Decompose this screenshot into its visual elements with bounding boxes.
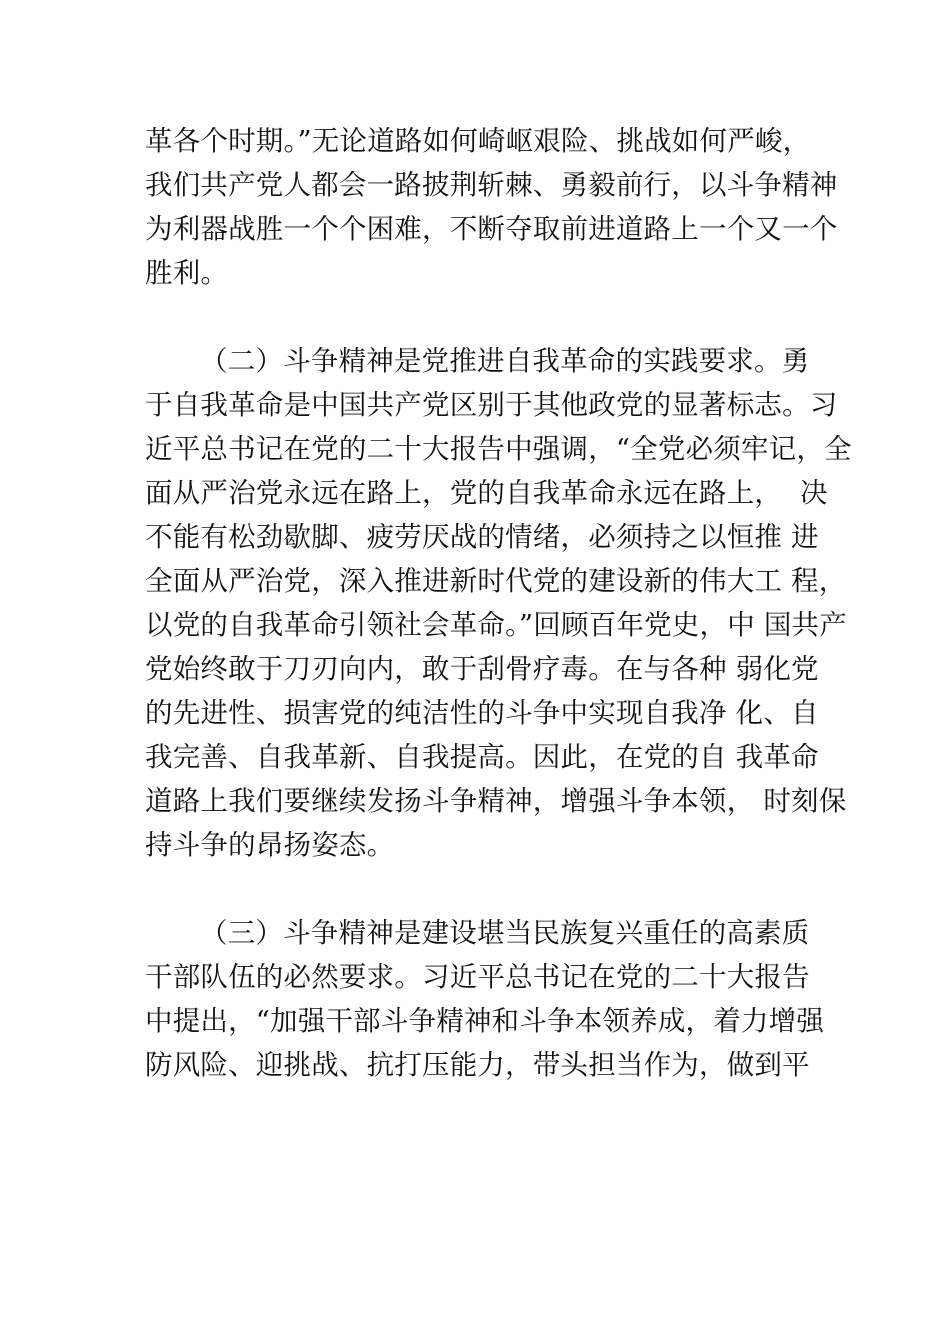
paragraph-3-line-1: （三）斗争精神是建设堪当民族复兴重任的高素质 (200, 917, 810, 949)
paragraph-2-line-11: 道路上我们要继续发扬斗争精神，增强斗争本领， 时刻保 (145, 785, 847, 817)
paragraph-2-line-7: 以党的自我革命引领社会革命。”回顾百年党史，中 国共产 (145, 609, 847, 641)
paragraph-2-line-1: （二）斗争精神是党推进自我革命的实践要求。勇 (200, 345, 810, 377)
paragraph-1-line-3: 为利器战胜一个个困难，不断夺取前进道路上一个又一个 (145, 213, 838, 245)
paragraph-2-line-8: 党始终敢于刀刃向内，敢于刮骨疗毒。在与各种 弱化党 (145, 653, 819, 685)
paragraph-2-line-2: 于自我革命是中国共产党区别于其他政党的显著标志。习 (145, 389, 838, 421)
paragraph-2-line-5: 不能有松劲歇脚、疲劳厌战的情绪，必须持之以恒推 进 (145, 521, 819, 553)
paragraph-3-line-4: 防风险、迎挑战、抗打压能力，带头担当作为，做到平 (145, 1049, 810, 1081)
paragraph-3-line-3: 中提出，“加强干部斗争精神和斗争本领养成，着力增强 (145, 1005, 825, 1037)
paragraph-3-line-2: 干部队伍的必然要求。习近平总书记在党的二十大报告 (145, 961, 810, 993)
paragraph-2-line-9: 的先进性、损害党的纯洁性的斗争中实现自我净 化、自 (145, 697, 819, 729)
paragraph-2-line-4: 面从严治党永远在路上，党的自我革命永远在路上， 决 (145, 477, 828, 509)
paragraph-2-line-6: 全面从严治党，深入推进新时代党的建设新的伟大工 程， (145, 565, 847, 597)
paragraph-2-line-10: 我完善、自我革新、自我提高。因此，在党的自 我革命 (145, 741, 819, 773)
paragraph-1-line-2: 我们共产党人都会一路披荆斩棘、勇毅前行，以斗争精神 (145, 169, 838, 201)
paragraph-1-line-1: 革各个时期。”无论道路如何崎岖艰险、挑战如何严峻， (145, 125, 811, 157)
paragraph-1-line-4: 胜利。 (145, 257, 229, 289)
paragraph-2-line-12: 持斗争的昂扬姿态。 (145, 829, 395, 861)
paragraph-2-line-3: 近平总书记在党的二十大报告中强调，“全党必须牢记，全 (145, 433, 852, 465)
